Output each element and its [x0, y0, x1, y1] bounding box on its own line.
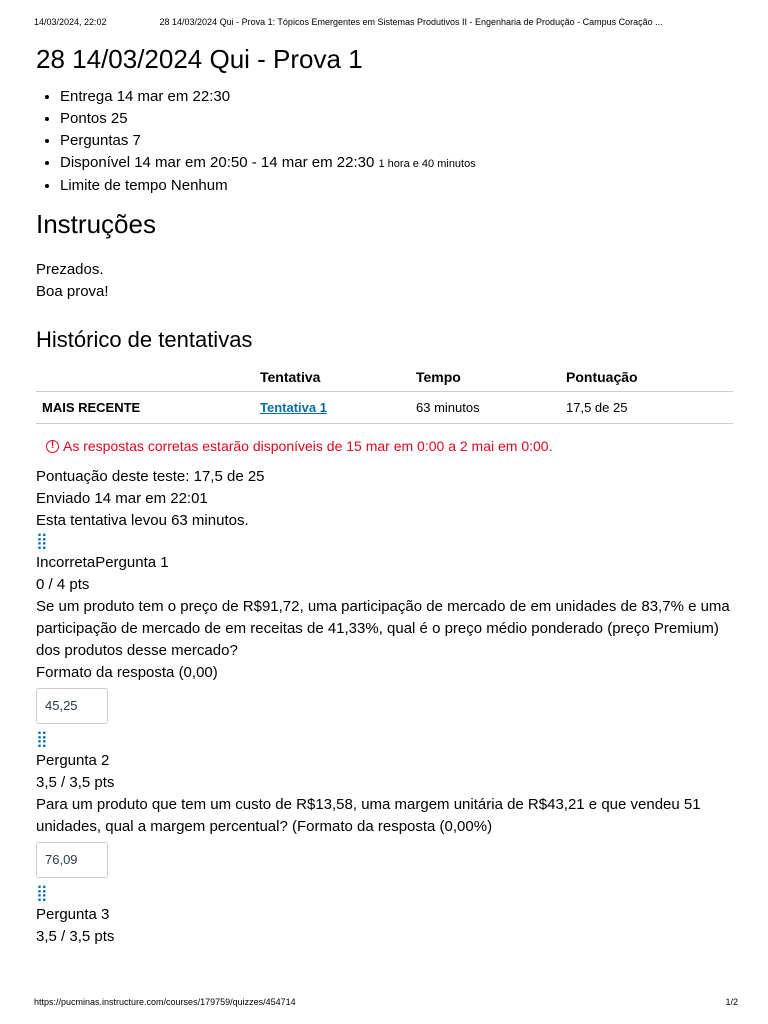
question-format: Formato da resposta (0,00)	[36, 664, 218, 681]
quiz-content	[36, 42, 736, 948]
summary-score: Pontuação deste teste: 17,5 de 25	[36, 468, 265, 485]
print-doc-title: 28 14/03/2024 Qui - Prova 1: Tópicos Emergentes em Sistemas Produtivos II - Engenharia de Produção - Campus Coração ...	[159, 17, 663, 27]
detail-questions: • Perguntas 7	[60, 130, 736, 152]
column-header-attempt: Tentativa	[254, 363, 410, 392]
summary-submitted: Enviado 14 mar em 22:01	[36, 490, 208, 507]
answers-availability-alert	[46, 438, 736, 454]
column-header-score: Pontuação	[560, 363, 733, 392]
drag-handle-icon[interactable]: ⣿	[36, 533, 47, 550]
question-text: Para um produto que tem um custo de R$13,58, uma margem unitária de R$43,21 e que vendeu 51 unidades, qual a margem percentual? (Formato da resposta (0,00%)	[36, 796, 701, 835]
column-header-blank	[36, 363, 254, 392]
instructions-line: Prezados.	[36, 261, 104, 278]
summary-duration: Esta tentativa levou 63 minutos.	[36, 512, 249, 529]
detail-available: • Disponível 14 mar em 20:50 - 14 mar em 22:30 1 hora e 40 minutos	[60, 152, 736, 175]
print-page-number: 1/2	[725, 997, 738, 1007]
detail-points: • Pontos 25	[60, 108, 736, 130]
detail-time-limit: • Limite de tempo Nenhum	[60, 175, 736, 197]
attempts-table	[36, 363, 733, 424]
attempt-label: MAIS RECENTE	[36, 392, 254, 424]
instructions-body	[36, 259, 736, 303]
page-title: 28 14/03/2024 Qui - Prova 1	[36, 44, 363, 74]
attempt-summary	[36, 466, 736, 532]
question-header: Pergunta 3	[36, 906, 110, 923]
column-header-time: Tempo	[410, 363, 560, 392]
instructions-line: Boa prova!	[36, 283, 109, 300]
attempt-link[interactable]: Tentativa 1	[260, 400, 327, 415]
question-points: 3,5 / 3,5 pts	[36, 774, 115, 791]
table-row	[36, 392, 733, 424]
question-points: 0 / 4 pts	[36, 576, 90, 593]
question-header: IncorretaPergunta 1	[36, 554, 169, 571]
question-2	[36, 730, 736, 884]
attempt-time: 63 minutos	[410, 392, 560, 424]
question-1	[36, 532, 736, 730]
warning-icon: !	[46, 440, 59, 453]
question-text: Se um produto tem o preço de R$91,72, uma participação de mercado de em unidades de 83,7% e uma participação de mercado de em receitas de 41,33%, qual é o preço médio ponderado (preço Premium) dos produtos desse mercado?	[36, 598, 730, 659]
question-points: 3,5 / 3,5 pts	[36, 928, 115, 945]
answer-field[interactable]: 45,25	[36, 688, 108, 724]
drag-handle-icon[interactable]: ⣿	[36, 885, 47, 902]
attempts-header-row	[36, 363, 733, 392]
answer-field[interactable]: 76,09	[36, 842, 108, 878]
attempt-cell	[254, 392, 410, 424]
attempt-score: 17,5 de 25	[560, 392, 733, 424]
detail-available-duration: 1 hora e 40 minutos	[378, 158, 476, 170]
detail-due: • Entrega 14 mar em 22:30	[60, 86, 736, 108]
alert-text: As respostas corretas estarão disponíveis de 15 mar em 0:00 a 2 mai em 0:00.	[63, 438, 553, 454]
print-header	[34, 17, 742, 27]
quiz-details-list	[36, 86, 736, 197]
print-date: 14/03/2024, 22:02	[34, 17, 107, 27]
print-url: https://pucminas.instructure.com/courses/179759/quizzes/454714	[34, 997, 296, 1007]
question-header: Pergunta 2	[36, 752, 110, 769]
question-3	[36, 884, 736, 948]
history-title: Histórico de tentativas	[36, 327, 253, 352]
print-footer	[34, 997, 738, 1007]
instructions-title: Instruções	[36, 209, 156, 239]
drag-handle-icon[interactable]: ⣿	[36, 731, 47, 748]
